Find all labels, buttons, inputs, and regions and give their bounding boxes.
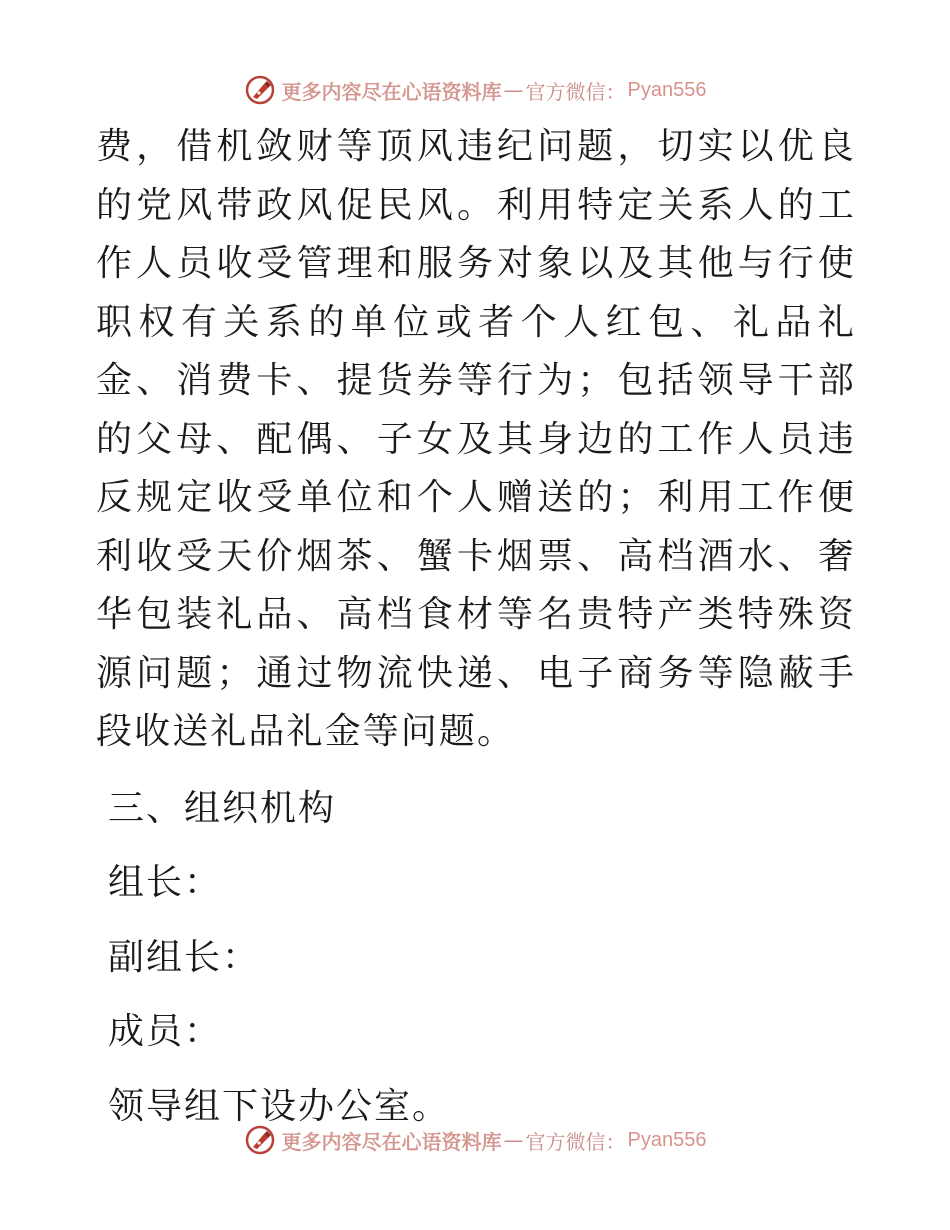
header-wechat-label: 官方微信：: [525, 79, 626, 104]
body-paragraph: 费，借机敛财等顶风违纪问题，切实以优良的党风带政风促民风。利用特定关系人的工作人员收受管理和服务对象以及其他与行使职权有关系的单位或者个人红包、礼品礼金、消费卡、提货券等行为；包括领导干部的父母、配偶、子女及其身边的工作人员违反规定收受单位和个人赠送的；利用工作便利收受天价烟茶、蟹卡烟票、高档酒水、奢华包装礼品、高档食材等名贵特产类特殊资源问题；通过物流快递、电子商务等隐蔽手段收送礼品礼金等问题。: [96, 126, 856, 752]
deputy-leader-line: 副组长：: [108, 936, 261, 978]
leader-line: 组长：: [108, 862, 223, 903]
members-line: 成员：: [108, 1011, 223, 1052]
pen-nib-logo-icon: [244, 1124, 276, 1156]
header-dash: —: [503, 78, 524, 102]
footer-wechat-id: Pyan556: [627, 1128, 707, 1151]
header-wechat-id: Pyan556: [627, 78, 707, 101]
footer-site-text: 更多内容尽在心语资料库: [281, 1129, 502, 1154]
footer-wechat-label: 官方微信：: [525, 1129, 626, 1154]
pen-nib-logo-icon: [244, 74, 276, 106]
header-watermark-banner: [0, 70, 950, 110]
footer-dash: —: [503, 1128, 524, 1152]
document-body: [96, 118, 856, 1136]
office-note-line: 领导组下设办公室。: [108, 1085, 451, 1127]
header-site-text: 更多内容尽在心语资料库: [281, 79, 502, 104]
footer-watermark-banner: [0, 1120, 950, 1160]
section-heading: 三、组织机构: [108, 787, 337, 829]
